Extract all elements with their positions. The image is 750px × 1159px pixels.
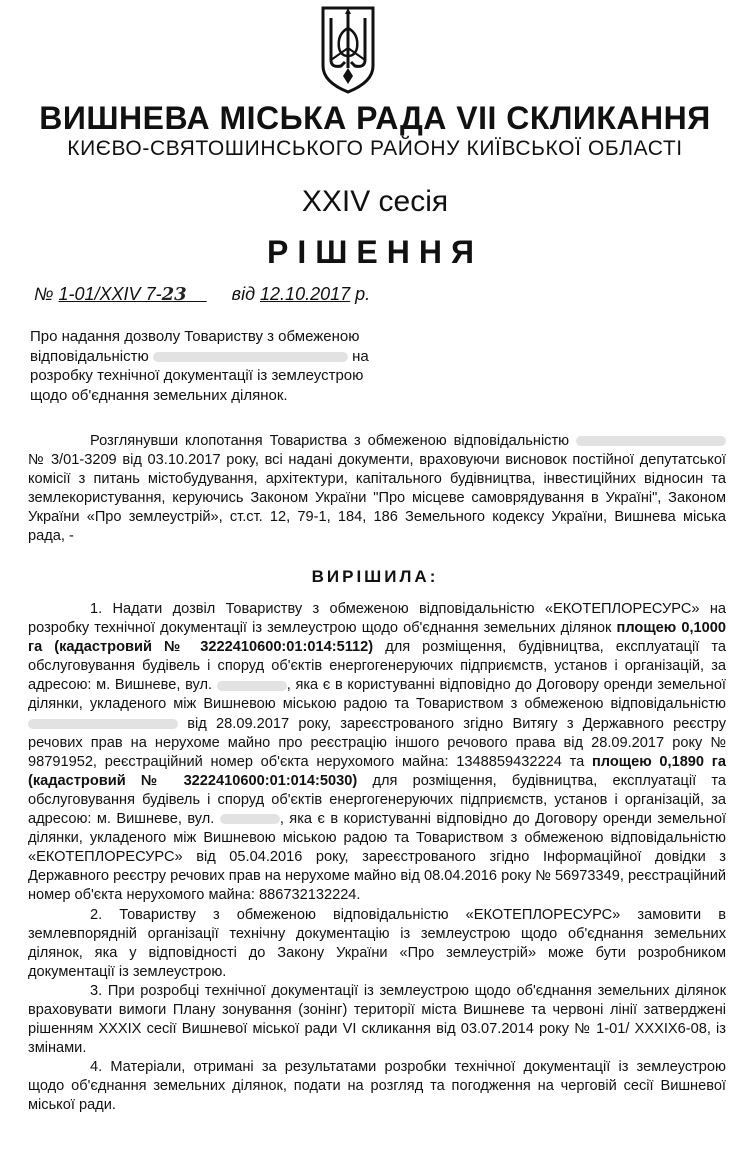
district-name: КИЄВО-СВЯТОШИНСЬКОГО РАЙОНУ КИЇВСЬКОЇ ОБЛАСТІ — [67, 137, 683, 160]
session-title: XXIV сесія — [301, 185, 449, 218]
date-prefix: від — [231, 284, 256, 304]
redacted-name — [576, 436, 726, 446]
council-name: ВИШНЕВА МІСЬКА РАДА VII СКЛИКАННЯ — [39, 100, 711, 136]
subject-line: відповідальністю на — [30, 347, 369, 365]
trident-emblem-icon — [319, 4, 377, 94]
decision-subject — [30, 327, 380, 405]
redacted-name — [153, 352, 348, 362]
resolution-item-1: 1. Надати дозвіл Товариству з обмеженою відповідальністю «ЕКОТЕПЛОРЕСУРС» на розробку технічної документації із землеустрою щодо об'єднання земельних ділянок площею 0,1000 га (кадастровий № 3222410600:01:014:5112) для розміщення, будівництва, експлуатації та обслуговування будівель і споруд об'єктів енергогенеруючих підприємств, установ і організацій, за адресою: м. Вишневе, вул. , яка є в користуванні відповідно до Договору оренди земельної ділянки, укладеного між Вишневою міською радою та Товариством з обмеженою відповідальністю від 28.09.2017 року, зареєстрованого згідно Витягу з Державного реєстру речових прав на нерухоме майно про реєстрацію іншого речового права від 28.09.2017 року № 98791952, реєстраційний номер об'єкта нерухомого майна: 1348859432224 та площею 0,1890 га (кадастровий № 3222410600:01:014:5030) для розміщення, будівництва, експлуатації та обслуговування будівель і споруд об'єктів енергогенеруючих підприємств, установ і організацій, за адресою: м. Вишневе, вул. , яка є в користуванні відповідно до Договору оренди земельної ділянки, укладеного між Вишневою міською радою та Товариством з обмеженою відповідальністю «ЕКОТЕПЛОРЕСУРС» від 05.04.2016 року, зареєстрованого згідно Інформаційної довідки з Державного реєстру речових прав на нерухоме майно від 08.04.2016 року № 56973349, реєстраційний номер об'єкта нерухомого майна: 886732132224. — [28, 601, 727, 904]
redacted-address — [217, 681, 287, 691]
subject-line: Про надання дозволу Товариству з обмеженою — [30, 328, 360, 345]
redacted-name — [28, 719, 178, 729]
decision-date: 12.10.2017 — [260, 284, 351, 304]
resolution-item-2: 2. Товариству з обмеженою відповідальністю «ЕКОТЕПЛОРЕСУРС» замовити в землевпорядній організації технічну документацію із землеустрою щодо об'єднання земельних ділянок, яка у відповідності до Закону України «Про землеустрій» може бути розробником документації із землеустрою. — [28, 906, 726, 980]
decision-title: РІШЕННЯ — [267, 234, 483, 270]
date-suffix: р. — [355, 284, 371, 304]
decision-number: 1-01/XXIV 7-23 — [58, 284, 187, 305]
number-prefix: № — [34, 284, 54, 304]
resolution-item-3: 3. При розробці технічної документації із землеустрою щодо об'єднання земельних ділянок враховувати вимоги Плану зонування (зонінг) території міста Вишневе та червоні лінії затверджені рішенням XXXIX сесії Вишневої міської ради VI скликання від 03.07.2014 року № 1-01/ XXXIX6-08, із змінами. — [28, 982, 726, 1057]
subject-line: щодо об'єднання земельних ділянок. — [30, 386, 288, 404]
subject-line: розробку технічної документації із землеустрою — [30, 367, 364, 384]
resolved-heading: ВИРІШИЛА: — [311, 567, 439, 586]
decision-number-line — [34, 284, 370, 305]
resolution-item-4: 4. Матеріали, отримані за результатами розробки технічної документації із землеустрою щодо об'єднання земельних ділянок, подати на розгляд та погодження на черговій сесії Вишневої міської ради. — [28, 1059, 726, 1114]
redacted-address — [220, 814, 280, 824]
handwritten-number: 23 — [161, 284, 187, 305]
preamble-paragraph: Розглянувши клопотання Товариства з обмеженою відповідальністю № 3/01-3209 від 03.10.2017 року, всі надані документи, враховуючи висновок постійної депутатської комісії з питань містобудування, архітектури, капітального будівництва, інвестиційних відносин та землекористування, керуючись Законом України "Про місцеве самоврядування в Україні", Законом України «Про землеустрій», ст.ст. 12, 79-1, 184, 186 Земельного кодексу України, Вишнева міська рада, - — [28, 433, 726, 545]
resolution-items — [28, 600, 726, 1116]
